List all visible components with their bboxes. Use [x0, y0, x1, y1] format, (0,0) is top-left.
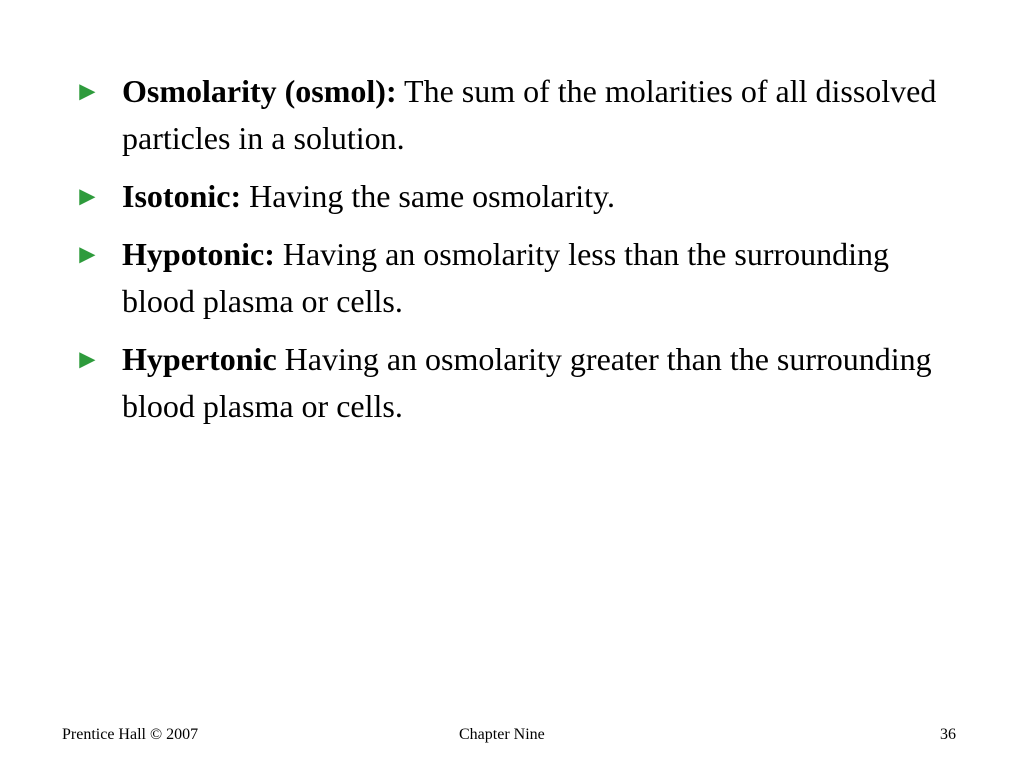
- term-label: Isotonic:: [122, 178, 242, 214]
- footer-chapter: Chapter Nine: [459, 726, 545, 743]
- footer-copyright: Prentice Hall © 2007: [62, 726, 199, 743]
- term-label: Hypotonic:: [122, 236, 275, 272]
- triangle-bullet-icon: ►: [74, 344, 101, 374]
- bullet-item-hypotonic: [74, 231, 954, 325]
- triangle-bullet-icon: ►: [74, 181, 101, 211]
- definition-text: Having the same osmolarity.: [249, 178, 615, 214]
- definition-text: Having an osmolarity greater than the surrounding blood plasma or cells.: [122, 341, 932, 424]
- definition-text: The sum of the molarities of all dissolved particles in a solution.: [122, 73, 937, 156]
- footer-page-number: 36: [940, 726, 956, 743]
- definition-list: [74, 68, 954, 441]
- triangle-bullet-icon: ►: [74, 239, 101, 269]
- term-label: Osmolarity (osmol):: [122, 73, 397, 109]
- bullet-item-hypertonic: [74, 336, 954, 430]
- bullet-item-osmolarity: [74, 68, 954, 162]
- bullet-item-isotonic: [74, 173, 954, 220]
- term-label: Hypertonic: [122, 341, 277, 377]
- triangle-bullet-icon: ►: [74, 76, 101, 106]
- definition-text: Having an osmolarity less than the surrounding blood plasma or cells.: [122, 236, 890, 319]
